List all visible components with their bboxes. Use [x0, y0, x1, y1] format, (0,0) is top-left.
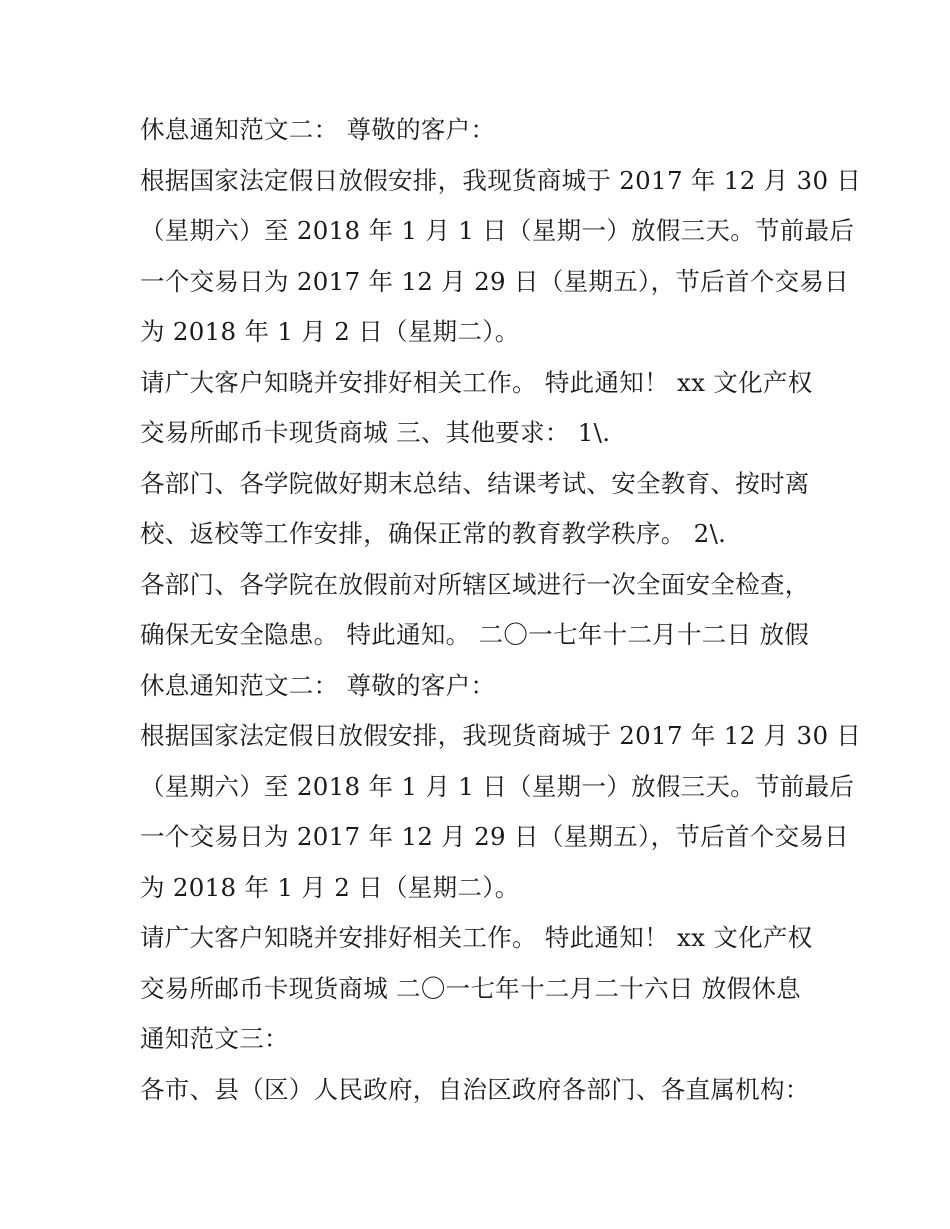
- text-line: 确保无安全隐患。 特此通知。 二〇一七年十二月十二日 放假: [140, 620, 810, 649]
- text-line: 休息通知范文二： 尊敬的客户：: [140, 670, 496, 700]
- text-line: 一个交易日为 2017 年 12 月 29 日（星期五），节后首个交易日: [140, 822, 849, 851]
- text-line: 根据国家法定假日放假安排，我现货商城于 2017 年 12 月 30 日: [140, 721, 862, 750]
- text-line: 交易所邮币卡现货商城 二〇一七年十二月二十六日 放假休息: [140, 973, 801, 1003]
- text-line: 校、返校等工作安排，确保正常的教育教学秩序。 2\.: [140, 519, 727, 548]
- text-line: 为 2018 年 1 月 2 日（星期二）。: [140, 317, 520, 346]
- text-line: （星期六）至 2018 年 1 月 1 日（星期一）放假三天。节前最后: [140, 216, 855, 245]
- text-line: 休息通知范文二： 尊敬的客户：: [140, 115, 496, 144]
- text-line: 交易所邮币卡现货商城 三、其他要求： 1\.: [140, 418, 611, 447]
- text-line: 各部门、各学院做好期末总结、结课考试、安全教育、按时离: [140, 468, 810, 498]
- text-line: 通知范文三：: [140, 1024, 289, 1053]
- text-line: 各部门、各学院在放假前对所辖区域进行一次全面安全检查，: [140, 569, 810, 599]
- text-line: 各市、县（区）人民政府，自治区政府各部门、各直属机构：: [140, 1074, 810, 1104]
- text-line: 请广大客户知晓并安排好相关工作。 特此通知！ xx 文化产权: [140, 923, 813, 952]
- text-line: 为 2018 年 1 月 2 日（星期二）。: [140, 872, 520, 902]
- text-line: 一个交易日为 2017 年 12 月 29 日（星期五），节后首个交易日: [140, 266, 849, 296]
- text-line: （星期六）至 2018 年 1 月 1 日（星期一）放假三天。节前最后: [140, 771, 855, 801]
- text-line: 请广大客户知晓并安排好相关工作。 特此通知！ xx 文化产权: [140, 367, 813, 397]
- document-body: [140, 105, 862, 1115]
- text-line: 根据国家法定假日放假安排，我现货商城于 2017 年 12 月 30 日: [140, 165, 862, 195]
